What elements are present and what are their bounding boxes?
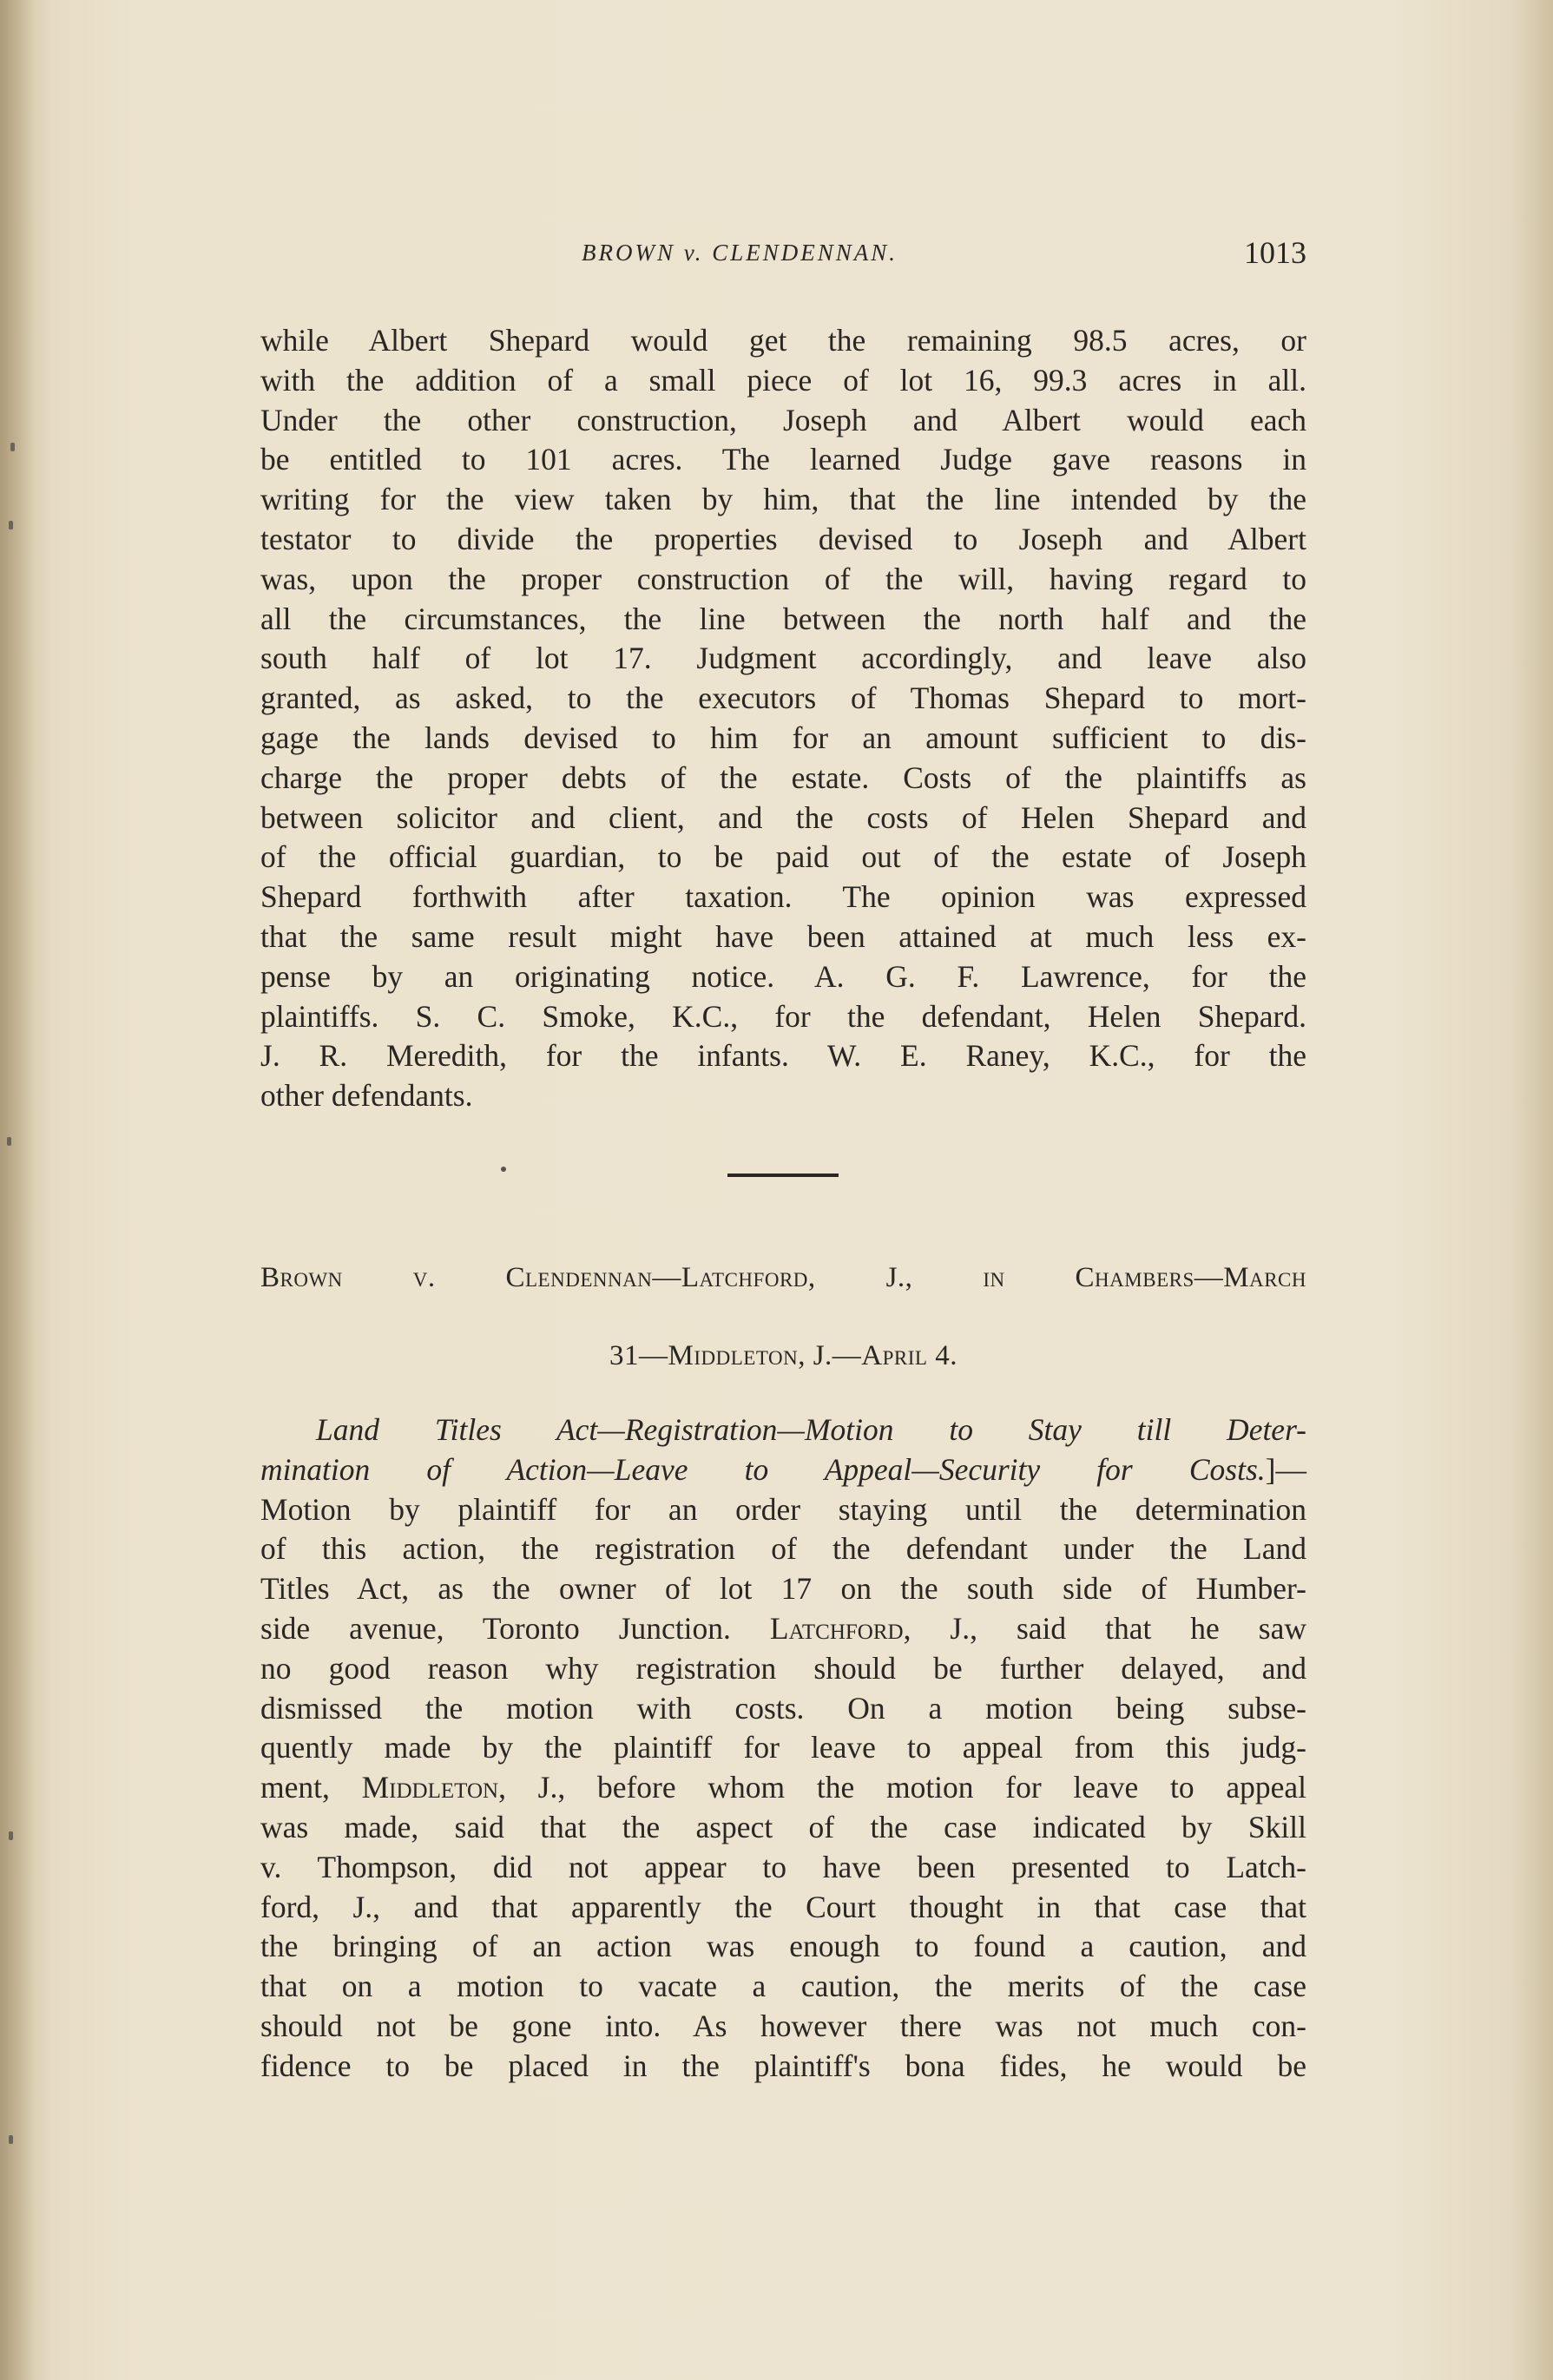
text-line: gage the lands devised to him for an amount sufficient to dis- [260, 720, 1306, 755]
text-span: , J., before whom the motion for leave to appeal [498, 1770, 1306, 1805]
text-line [260, 1609, 1306, 1649]
text-block [260, 1649, 1306, 1768]
case-heading-line2: 31—Middleton, J.—April 4. [609, 1340, 957, 1371]
text-line: Titles Act, as the owner of lot 17 on the south side of Humber- [260, 1571, 1306, 1607]
text-line: charge the proper debts of the estate. Costs of the plaintiffs as [260, 759, 1306, 795]
headnote-tail: ]— [1265, 1451, 1306, 1487]
text-line: granted, as asked, to the executors of Thomas Shepard to mort- [260, 680, 1306, 716]
text-span: , J., said that he saw [903, 1610, 1306, 1646]
section-divider [727, 1174, 839, 1177]
second-paragraph [260, 1410, 1306, 2087]
text-line: was, upon the proper construction of the will, having regard to [260, 561, 1306, 596]
headnote-text: Land Titles Act—Registration—Motion to Stay till Deter- [316, 1412, 1306, 1447]
text-line: Shepard forthwith after taxation. The opinion was expressed [260, 879, 1306, 915]
headnote-text: mination of Action—Leave to Appeal—Security for Costs. [260, 1451, 1266, 1487]
text-line: while Albert Shepard would get the remaining 98.5 acres, or [260, 323, 1306, 358]
headnote-line [260, 1450, 1306, 1490]
text-line: no good reason why registration should be further delayed, and [260, 1650, 1306, 1686]
page-number: 1013 [1244, 235, 1306, 270]
text-line: between solicitor and client, and the costs of Helen Shepard and [260, 799, 1306, 835]
text-line: other defendants. [260, 1078, 473, 1114]
text-line: J. R. Meredith, for the infants. W. E. Raney, K.C., for the [260, 1038, 1306, 1074]
case-heading-line1: Brown v. Clendennan—Latchford, J., in Chambers—March [260, 1262, 1306, 1293]
margin-speck [7, 1137, 11, 1146]
text-line: south half of lot 17. Judgment accordingly, and leave also [260, 641, 1306, 676]
text-line: pense by an originating notice. A. G. F. Lawrence, for the [260, 958, 1306, 994]
judge-name: Latchford [769, 1610, 904, 1646]
text-line: Motion by plaintiff for an order staying until the determination [260, 1491, 1306, 1527]
text-line: the bringing of an action was enough to found a caution, and [260, 1929, 1306, 1964]
text-line: v. Thompson, did not appear to have been presented to Latch- [260, 1849, 1306, 1884]
text-line: fidence to be placed in the plaintiff's bona fides, he would be [260, 2048, 1306, 2083]
margin-speck [9, 1831, 13, 1840]
text-line: quently made by the plaintiff for leave to appeal from this judg- [260, 1730, 1306, 1765]
judge-name: Middleton [361, 1770, 499, 1805]
text-span: side avenue, Toronto Junction. [260, 1610, 731, 1646]
text-block [260, 1490, 1306, 1609]
text-line: be entitled to 101 acres. The learned Judge gave reasons in [260, 442, 1306, 477]
text-block [260, 1808, 1306, 2087]
text-line: Under the other construction, Joseph and Albert would each [260, 402, 1306, 437]
running-title: BROWN v. CLENDENNAN. [582, 240, 898, 266]
text-line: was made, said that the aspect of the case indicated by Skill [260, 1809, 1306, 1844]
margin-speck [9, 2135, 13, 2144]
margin-speck [9, 521, 13, 529]
text-line [260, 1768, 1306, 1808]
text-line: of this action, the registration of the defendant under the Land [260, 1531, 1306, 1567]
text-line: that on a motion to vacate a caution, the merits of the case [260, 1969, 1306, 2004]
running-head [260, 233, 1306, 285]
first-paragraph [260, 321, 1306, 1116]
text-line: that the same result might have been attained at much less ex- [260, 918, 1306, 954]
ink-dot [501, 1167, 506, 1172]
margin-speck [10, 443, 15, 451]
text-line: of the official guardian, to be paid out of the estate of Joseph [260, 839, 1306, 875]
text-line: should not be gone into. As however there was not much con- [260, 2008, 1306, 2043]
text-line: testator to divide the properties devised to Joseph and Albert [260, 521, 1306, 556]
text-span: ment, [260, 1770, 330, 1805]
text-line: all the circumstances, the line between the north half and the [260, 601, 1306, 636]
text-line: with the addition of a small piece of lot 16, 99.3 acres in all. [260, 362, 1306, 398]
binding-shadow [0, 0, 35, 2380]
headnote-line [260, 1410, 1306, 1450]
text-line: dismissed the motion with costs. On a motion being subse- [260, 1690, 1306, 1726]
text-line: ford, J., and that apparently the Court thought in that case that [260, 1889, 1306, 1924]
text-line: writing for the view taken by him, that the line intended by the [260, 482, 1306, 517]
text-line: plaintiffs. S. C. Smoke, K.C., for the defendant, Helen Shepard. [260, 998, 1306, 1034]
